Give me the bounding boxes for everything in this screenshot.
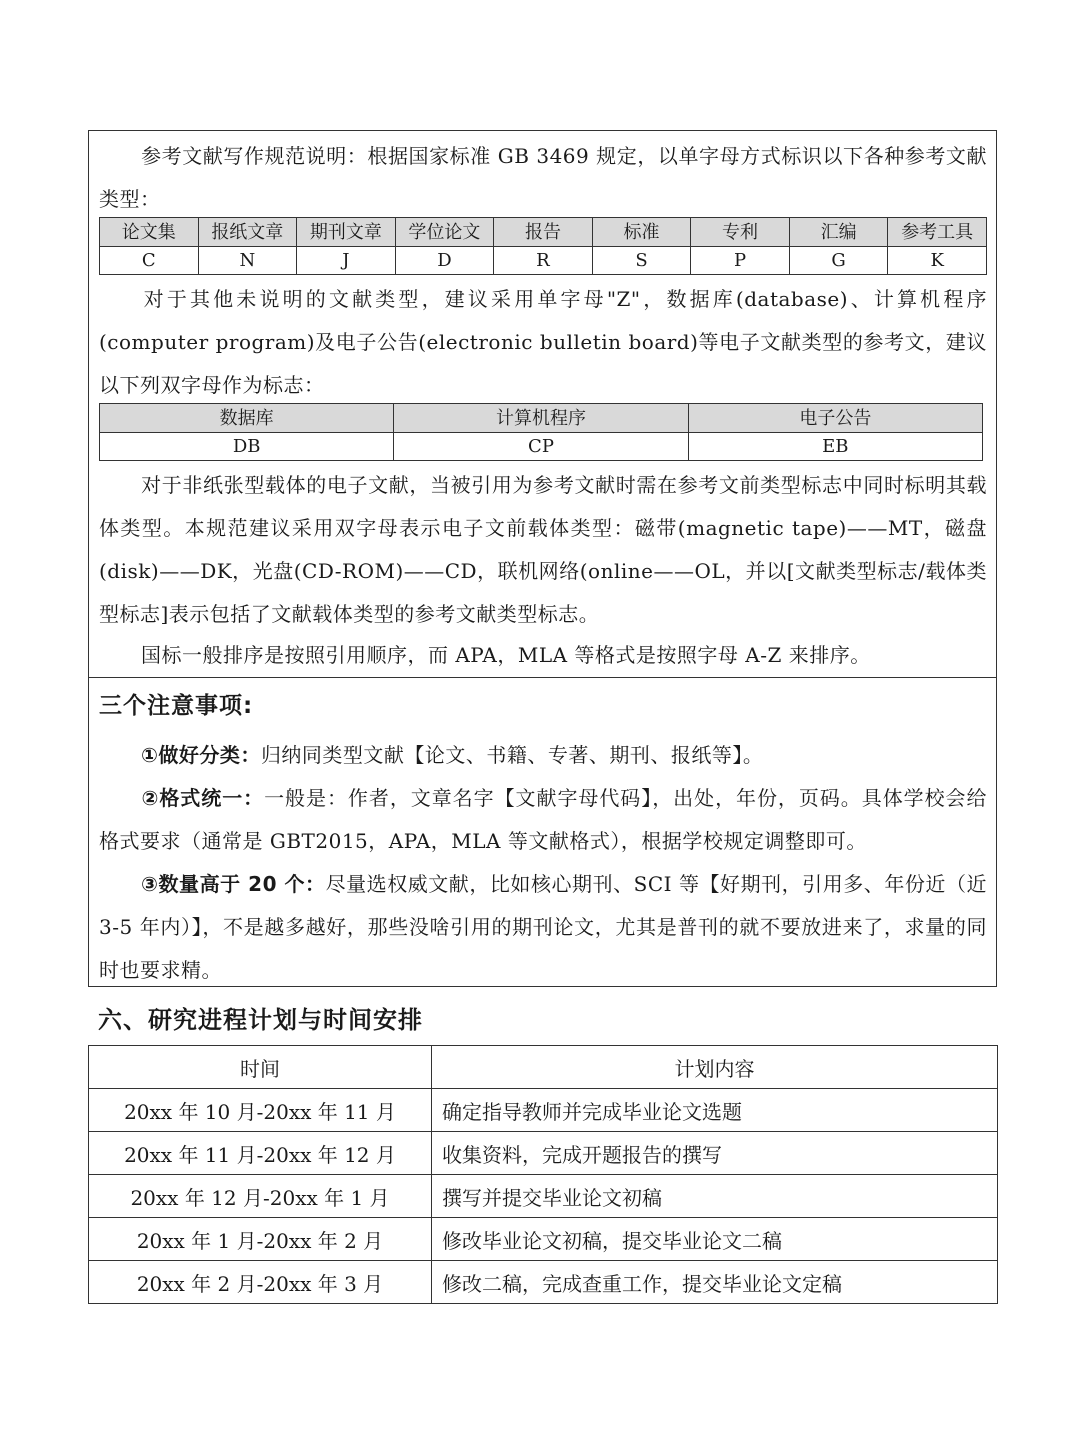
time-cell: 20xx 年 10 月-20xx 年 11 月 xyxy=(89,1089,432,1132)
references-box xyxy=(88,130,997,987)
ordering-text: 国标一般排序是按照引用顺序，而 APA，MLA 等格式是按照字母 A-Z 来排序。 xyxy=(141,643,871,667)
type-code-cell: N xyxy=(198,247,297,275)
table-row xyxy=(89,1261,998,1304)
section-title: 六、研究进程计划与时间安排 xyxy=(98,1006,423,1034)
literature-type-header-row xyxy=(100,218,987,247)
table-row xyxy=(89,1218,998,1261)
electronic-types-paragraph xyxy=(99,278,987,407)
electronic-header-cell: 计算机程序 xyxy=(394,404,688,433)
type-header-cell: 参考工具 xyxy=(888,218,987,247)
type-header-cell: 报纸文章 xyxy=(198,218,297,247)
reference-standards-section xyxy=(89,131,996,677)
type-header-cell: 学位论文 xyxy=(395,218,494,247)
electronic-code-cell: DB xyxy=(100,433,394,461)
carrier-type-paragraph xyxy=(99,464,987,636)
notes-title: 三个注意事项: xyxy=(99,693,254,719)
note-item xyxy=(99,777,987,863)
type-code-cell: G xyxy=(789,247,888,275)
intro-paragraph xyxy=(99,135,987,221)
literature-type-table xyxy=(99,217,987,275)
ordering-paragraph xyxy=(99,634,987,677)
type-code-cell: C xyxy=(100,247,199,275)
type-code-cell: S xyxy=(592,247,691,275)
note-lead: ②格式统一： xyxy=(141,786,265,810)
plan-cell: 撰写并提交毕业论文初稿 xyxy=(432,1175,998,1218)
electronic-types-text: 对于其他未说明的文献类型，建议采用单字母"Z"，数据库(database)、计算机程序(computer program)及电子公告(electronic bulletin board)等电子文献类型的参考文，建议以下列双字母作为标志： xyxy=(99,287,987,397)
type-code-cell: J xyxy=(297,247,396,275)
box-divider xyxy=(89,677,996,678)
table-row xyxy=(89,1132,998,1175)
electronic-type-header-row xyxy=(100,404,983,433)
electronic-type-table xyxy=(99,403,983,461)
plan-cell: 修改毕业论文初稿，提交毕业论文二稿 xyxy=(432,1218,998,1261)
time-column-header: 时间 xyxy=(89,1046,432,1089)
schedule-table xyxy=(88,1045,998,1304)
plan-cell: 修改二稿，完成查重工作，提交毕业论文定稿 xyxy=(432,1261,998,1304)
note-lead: ③数量高于 20 个： xyxy=(141,872,326,896)
time-cell: 20xx 年 11 月-20xx 年 12 月 xyxy=(89,1132,432,1175)
table-row xyxy=(89,1175,998,1218)
type-header-cell: 论文集 xyxy=(100,218,199,247)
type-header-cell: 汇编 xyxy=(789,218,888,247)
type-code-cell: D xyxy=(395,247,494,275)
type-header-cell: 标准 xyxy=(592,218,691,247)
literature-type-code-row xyxy=(100,247,987,275)
plan-cell: 收集资料，完成开题报告的撰写 xyxy=(432,1132,998,1175)
note-text: 一般是：作者，文章名字【文献字母代码】，出处，年份，页码。具体学校会给格式要求（通常是 GBT2015，APA，MLA 等文献格式），根据学校规定调整即可。 xyxy=(99,786,988,853)
type-code-cell: K xyxy=(888,247,987,275)
plan-cell: 确定指导教师并完成毕业论文选题 xyxy=(432,1089,998,1132)
electronic-code-cell: CP xyxy=(394,433,688,461)
intro-text: 参考文献写作规范说明：根据国家标准 GB 3469 规定，以单字母方式标识以下各种参考文献类型： xyxy=(99,144,987,211)
note-lead: ①做好分类： xyxy=(141,743,261,767)
time-cell: 20xx 年 2 月-20xx 年 3 月 xyxy=(89,1261,432,1304)
note-item xyxy=(99,863,987,992)
note-text: 尽量选权威文献，比如核心期刊、SCI 等【好期刊，引用多、年份近（近 3-5 年内）】，不是越多越好，那些没啥引用的期刊论文，尤其是普刊的就不要放进来了，求量的同时也要求精。 xyxy=(99,872,987,982)
type-header-cell: 专利 xyxy=(691,218,790,247)
electronic-code-cell: EB xyxy=(688,433,982,461)
table-row xyxy=(89,1089,998,1132)
time-cell: 20xx 年 1 月-20xx 年 2 月 xyxy=(89,1218,432,1261)
electronic-header-cell: 电子公告 xyxy=(688,404,982,433)
carrier-type-text: 对于非纸张型载体的电子文献，当被引用为参考文献时需在参考文前类型标志中同时标明其载体类型。本规范建议采用双字母表示电子文前载体类型：磁带(magnetic tape)——MT，磁盘(disk)——DK，光盘(CD-ROM)——CD，联机网络(online——OL，并以[文献类型标志/载体类型标志]表示包括了文献载体类型的参考文献类型标志。 xyxy=(99,473,987,626)
electronic-header-cell: 数据库 xyxy=(100,404,394,433)
type-code-cell: R xyxy=(494,247,593,275)
plan-column-header: 计划内容 xyxy=(432,1046,998,1089)
schedule-header-row xyxy=(89,1046,998,1089)
type-header-cell: 报告 xyxy=(494,218,593,247)
time-cell: 20xx 年 12 月-20xx 年 1 月 xyxy=(89,1175,432,1218)
note-text: 归纳同类型文献【论文、书籍、专著、期刊、报纸等】。 xyxy=(260,743,764,767)
type-code-cell: P xyxy=(691,247,790,275)
note-item xyxy=(99,734,987,777)
electronic-type-code-row xyxy=(100,433,983,461)
type-header-cell: 期刊文章 xyxy=(297,218,396,247)
